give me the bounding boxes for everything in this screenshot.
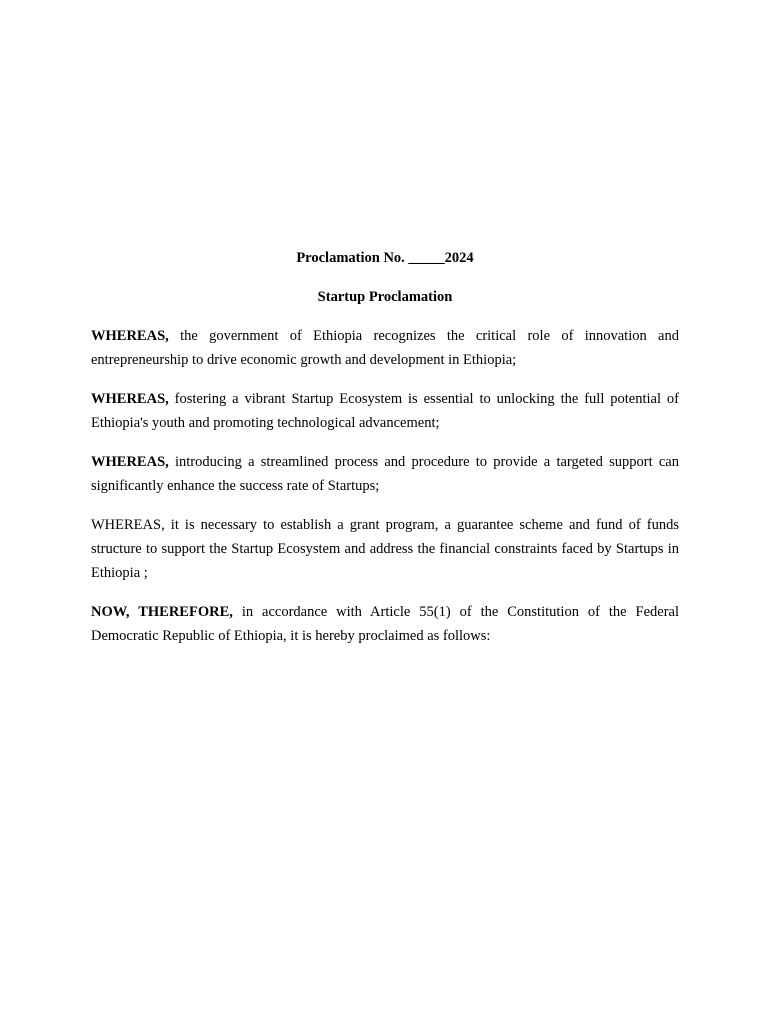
paragraph-text: fostering a vibrant Startup Ecosystem is essential to unlocking the full potential of Ethiopia's youth and promoting technological advancement;	[91, 391, 679, 431]
enacting-clause	[91, 600, 679, 648]
paragraph-lead: NOW, THEREFORE,	[91, 604, 233, 620]
paragraph-text: the government of Ethiopia recognizes the critical role of innovation and entrepreneurship to drive economic growth and development in Ethiopia;	[91, 328, 679, 368]
preamble-paragraph-4	[91, 513, 679, 585]
paragraph-text: introducing a streamlined process and procedure to provide a targeted support can significantly enhance the success rate of Startups;	[91, 454, 679, 494]
paragraph-lead: WHEREAS,	[91, 454, 169, 470]
preamble-paragraph-1	[91, 324, 679, 372]
document-body	[91, 246, 679, 663]
paragraph-lead: WHEREAS,	[91, 517, 165, 533]
proclamation-title: Startup Proclamation	[317, 289, 453, 305]
preamble-paragraph-2	[91, 387, 679, 435]
preamble-paragraph-3	[91, 450, 679, 498]
proclamation-number: Proclamation No. _____2024	[296, 250, 474, 266]
paragraph-lead: WHEREAS,	[91, 328, 169, 344]
paragraph-lead: WHEREAS,	[91, 391, 169, 407]
paragraph-text: in accordance with Article 55(1) of the Constitution of the Federal Democratic Republic of Ethiopia, it is hereby proclaimed as follows:	[91, 604, 680, 644]
paragraph-text: it is necessary to establish a grant program, a guarantee scheme and fund of funds structure to support the Startup Ecosystem and address the financial constraints faced by Startups in Ethiopia ;	[91, 517, 679, 581]
